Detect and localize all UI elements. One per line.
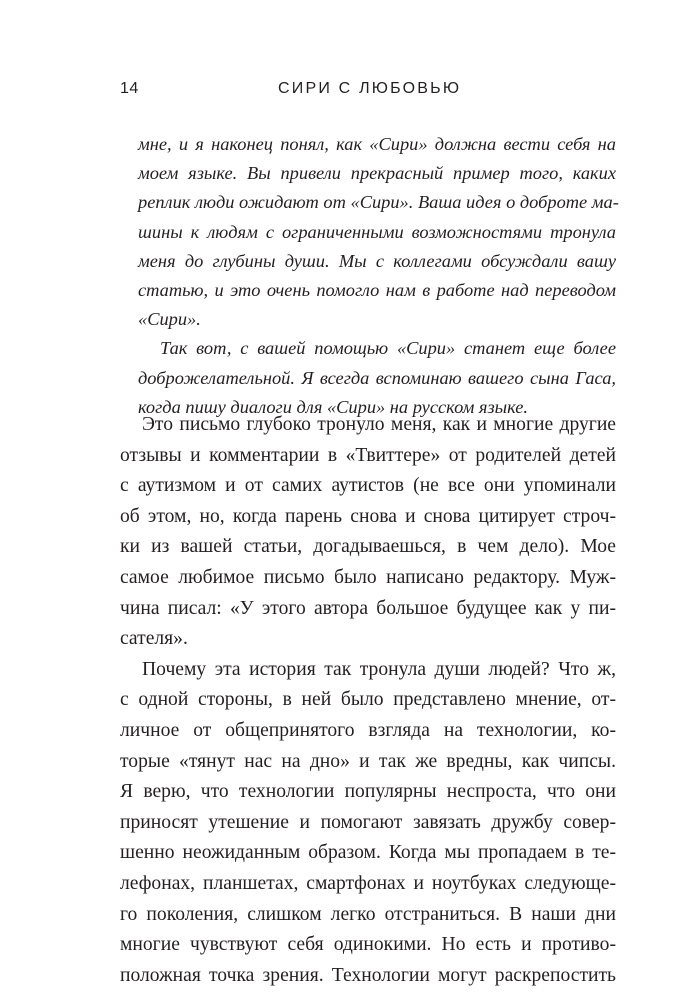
body-paragraph-1 (120, 410, 616, 655)
quote-line: когда пишу диалоги для «Сири» на русском языке. (138, 396, 528, 417)
body-line: с аутизмом и от самих аутистов (не все они упоминали (120, 475, 616, 497)
body-line: Это письмо глубоко тронуло меня, как и многие другие (142, 414, 616, 435)
body-line: го поколения, слишком легко отстраниться. В наши дни (120, 903, 616, 925)
quote-line: мне, и я наконец понял, как «Сири» должна вести себя на (138, 134, 616, 154)
quote-line: реплик люди ожидают от «Сири». Ваша идея о доброте ма- (138, 192, 619, 213)
running-title: СИРИ С ЛЮБОВЬЮ (278, 80, 462, 97)
body-paragraph-2 (120, 655, 616, 992)
body-line: самое любимое письмо было написано редактору. Муж- (120, 566, 616, 588)
page-number: 14 (120, 80, 139, 97)
quote-line: Так вот, с вашей помощью «Сири» станет еще более (160, 338, 616, 359)
body-line: личное от общепринятого взгляда на технологии, ко- (120, 719, 616, 741)
body-line: отзывы и комментарии в «Твиттере» от родителей детей (120, 444, 616, 466)
body-line: Я верю, что технологии популярны неспроста, что они (120, 781, 616, 803)
body-line: ки из вашей статьи, догадываешься, в чем дело). Мое (120, 536, 616, 558)
quote-paragraph-1 (138, 130, 619, 334)
quote-line: шины к людям с ограниченными возможностями тронула (138, 221, 616, 242)
quote-paragraph-2 (138, 334, 616, 422)
quote-line: меня до глубины души. Мы с коллегами обсуждали вашу (138, 250, 616, 271)
body-line: многие чувствуют себя одинокими. Но есть и противо- (120, 934, 616, 956)
body-line: лефонах, планшетах, смартфонах и ноутбуках следующе- (120, 872, 616, 894)
page-header (0, 80, 681, 104)
body-line: положная точка зрения. Технологии могут раскрепостить (120, 964, 616, 986)
quoted-letter (138, 130, 619, 422)
quote-line: статью, и это очень помогло нам в работе над переводом (138, 279, 616, 300)
body-line: с одной стороны, в ней было представлено мнение, от- (120, 689, 616, 711)
quote-line: доброжелательной. Я всегда вспоминаю вашего сына Гаса, (138, 367, 616, 388)
body-line: шенно неожиданным образом. Когда мы пропадаем в те- (120, 842, 616, 864)
body-line: торые «тянут нас на дно» и так же вредны, как чипсы. (120, 750, 616, 772)
body-line: чина писал: «У этого автора большое будущее как у пи- (120, 597, 616, 619)
body-line: Почему эта история так тронула души людей? Что ж, (142, 658, 616, 680)
body-line: приносят утешение и помогают завязать дружбу совер- (120, 811, 616, 833)
body-line: об этом, но, когда парень снова и снова цитирует строч- (120, 505, 616, 527)
body-line: сателя». (120, 628, 188, 650)
body-text (120, 410, 616, 991)
quote-line: «Сири». (138, 309, 201, 330)
quote-line: моем языке. Вы привели прекрасный пример того, каких (138, 163, 616, 184)
